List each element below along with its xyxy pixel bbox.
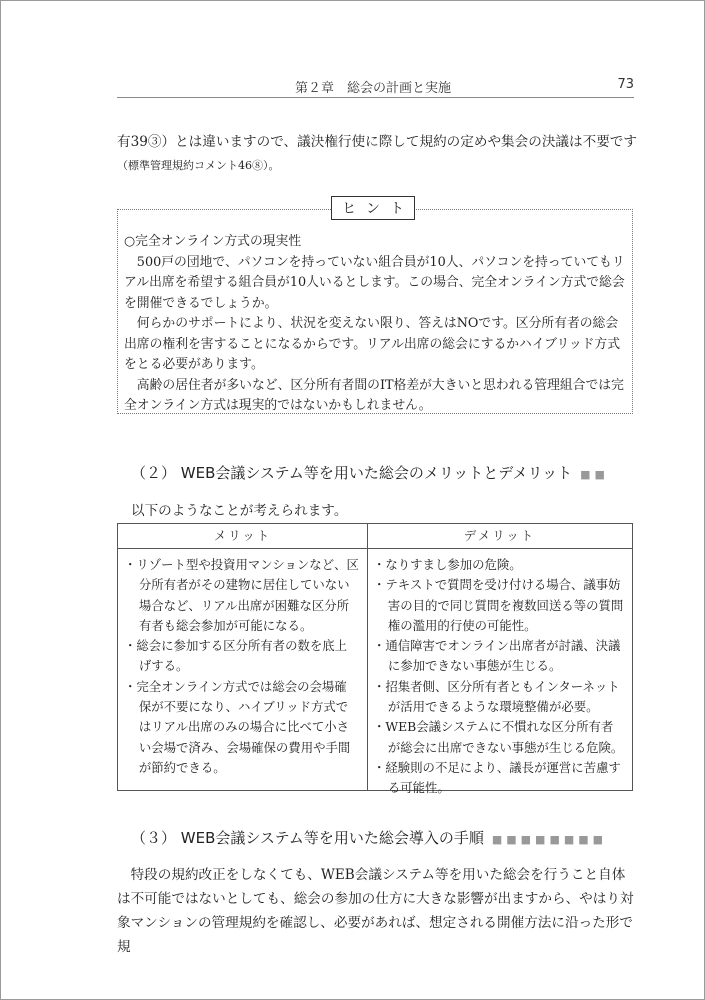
merit-column (118, 524, 368, 790)
page-number: 73 (617, 77, 634, 92)
merit-demerit-table (117, 523, 633, 796)
merit-item: ・完全オンライン方式では総会の会場確保が不要になり、ハイブリッド方式ではリアル出席のみの場合に比べて小さい会場で済み、会場確保の費用や手間が節約できる。 (124, 678, 351, 775)
hint-box (117, 201, 633, 414)
demerit-item: ・経験則の不足により、議長が運営に苦慮する可能性。 (373, 759, 621, 796)
demerit-item: ・なりすまし参加の危険。 (373, 557, 522, 572)
continued-citation: （標準管理規約コメント46⑧）。 (117, 159, 280, 172)
merit-header: メリット (118, 524, 367, 549)
hint-title: ○完全オンライン方式の現実性 (124, 234, 302, 249)
section-3-title: （３） WEB会議システム等を用いた総会導入の手順 (131, 829, 484, 847)
demerit-column (367, 524, 632, 796)
merit-item: ・リゾート型や投資用マンションなど、区分所有者がその建物に居住していない場合など、リアル出席が困難な区分所有者も総会参加が可能になる。 (124, 557, 359, 633)
demerit-item: ・招集者側、区分所有者ともインターネットが活用できるような環境整備が必要。 (373, 678, 620, 715)
heading-decoration: ■■ (580, 468, 609, 481)
merit-item: ・総会に参加する区分所有者の数を底上げする。 (124, 638, 348, 674)
running-header (117, 75, 634, 98)
section-2-title: （２） WEB会議システム等を用いた総会のメリットとデメリット (131, 464, 573, 482)
chapter-title: 第２章 総会の計画と実施 (295, 81, 452, 96)
demerit-item: ・WEB会議システムに不慣れな区分所有者が総会に出席できない事態が生じる危険。 (373, 719, 624, 755)
section-3-body: 特段の規約改正をしなくても、WEB会議システム等を用いた総会を行うこと自体は不可能ではないとしても、総会の参加の仕方に大きな影響が出ますから、やはり対象マンションの管理規約を確認し、必要があれば、想定される開催方法に沿った形で規 (117, 867, 634, 955)
merit-list (118, 549, 367, 778)
continued-paragraph (117, 131, 637, 177)
hint-paragraph: 何らかのサポートにより、状況を変えない限り、答えはNOです。区分所有者の総会出席の権利を害することになるからです。リアル出席の総会にするかハイブリッド方式をとる必要があります。 (124, 316, 621, 372)
heading-decoration: ■■■■■■■■ (491, 833, 608, 846)
hint-paragraph: 500戸の団地で、パソコンを持っていない組合員が10人、パソコンを持っていてもリアル出席を希望する組合員が10人いるとします。この場合、完全オンライン方式で総会を開催できるでしょうか。 (124, 254, 625, 311)
continued-text: 有39③）とは違いますので、議決権行使に際して規約の定めや集会の決議は不要です (117, 134, 637, 150)
hint-body (124, 232, 630, 417)
demerit-list (367, 549, 632, 799)
hint-label: ヒント (331, 196, 415, 220)
hint-paragraph: 高齢の居住者が多いなど、区分所有者間のIT格差が大きいと思われる管理組合では完全オンライン方式は現実的ではないかもしれません。 (124, 377, 624, 413)
demerit-item: ・通信障害でオンライン出席者が討議、決議に参加できない事態が生じる。 (373, 638, 621, 674)
section-3-heading (131, 827, 607, 848)
demerit-item: ・テキストで質問を受け付ける場合、議事妨害の目的で同じ質問を複数回送る等の質問権の濫用的行使の可能性。 (373, 577, 624, 633)
section-2-lead: 以下のようなことが考えられます。 (131, 503, 348, 519)
section-2-heading (131, 462, 609, 483)
demerit-header: デメリット (367, 524, 632, 549)
